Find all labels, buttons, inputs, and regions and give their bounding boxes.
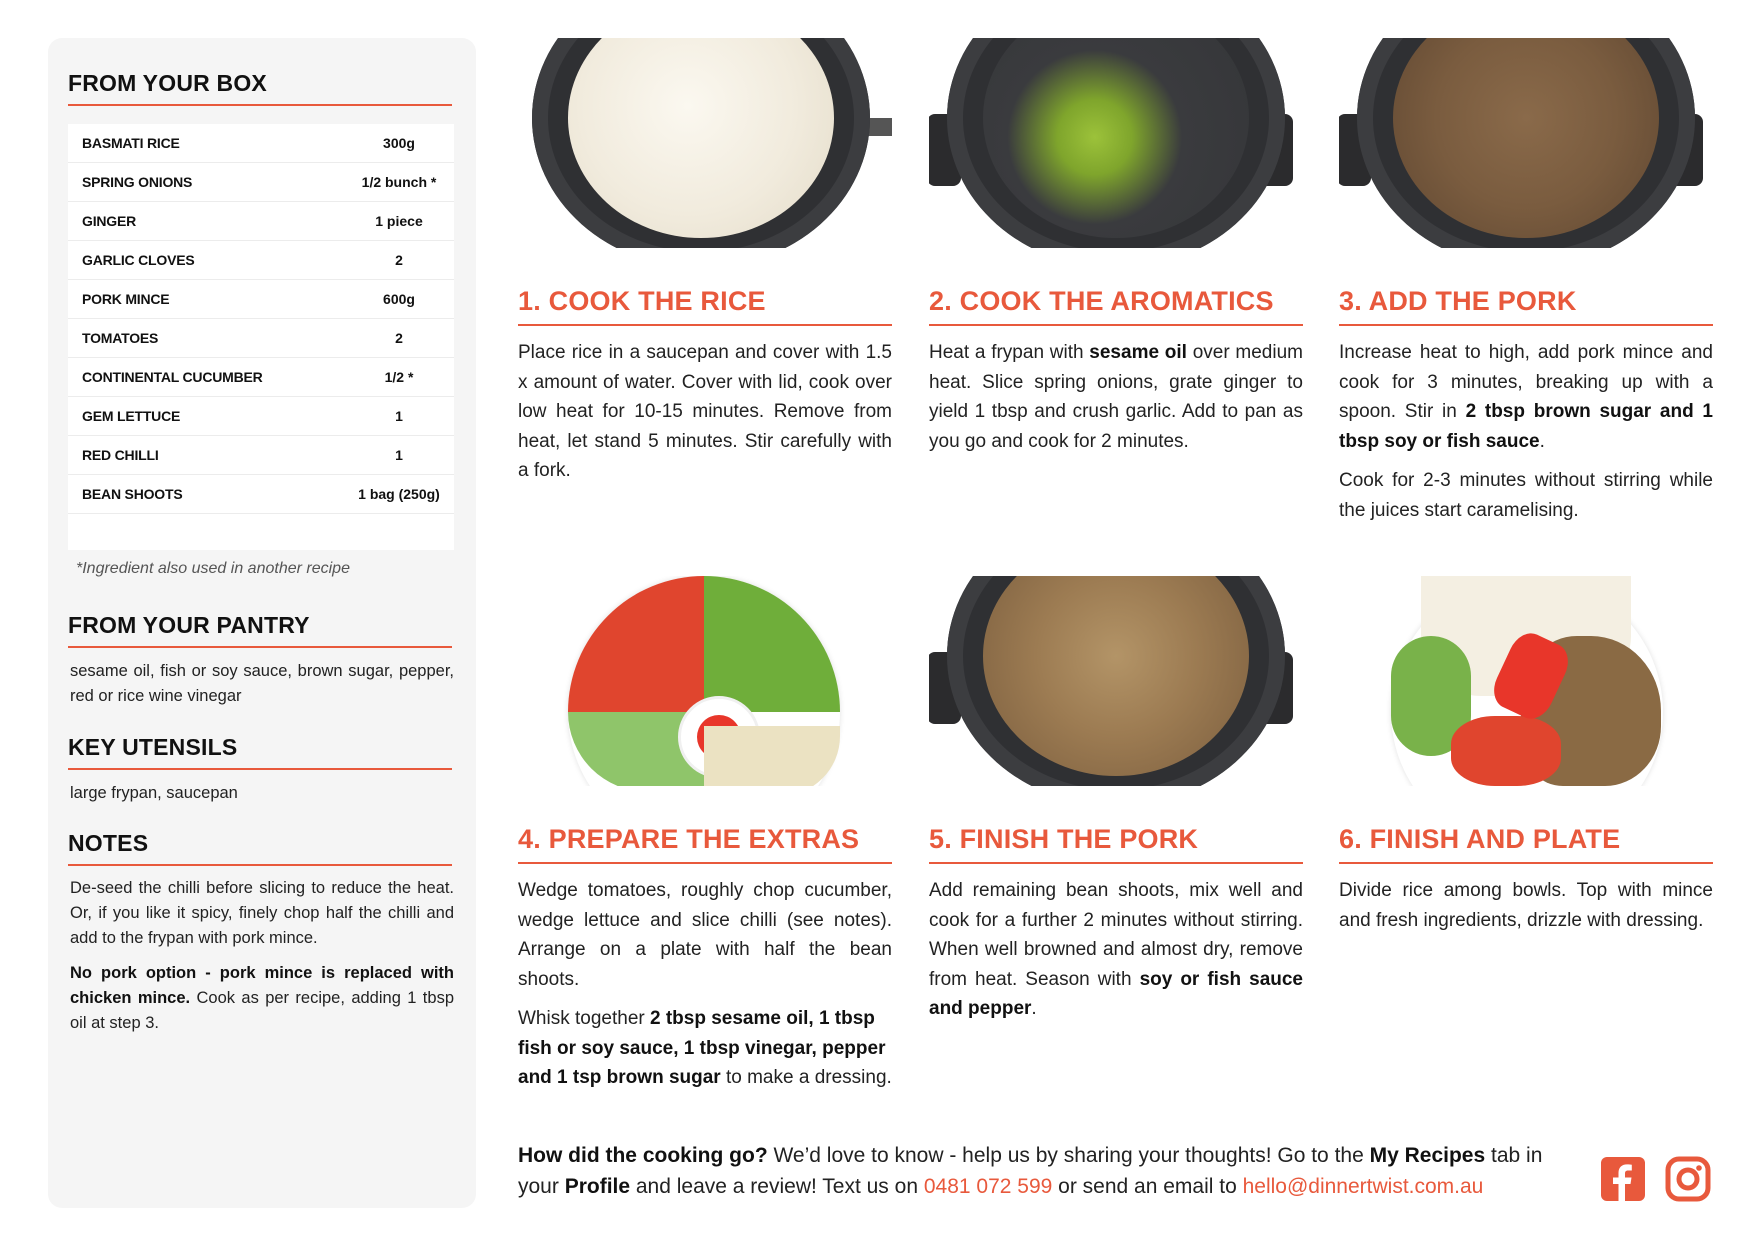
utensils-text	[70, 781, 454, 816]
step-3-body	[1339, 338, 1713, 535]
step-3-text-2: Cook for 2-3 minutes without stirring while the juices start caramelising.	[1339, 470, 1713, 521]
ingredient-qty: 2	[395, 330, 403, 346]
facebook-icon[interactable]	[1600, 1156, 1646, 1202]
step-2-photo	[929, 38, 1303, 248]
notes-rest: Cook as per recipe, adding 1 tbsp oil at step 3.	[70, 989, 454, 1032]
step-3	[1339, 38, 1714, 521]
ingredient-name: GEM LETTUCE	[82, 408, 181, 424]
step-5-text: Add remaining bean shoots, mix well and cook for a further 2 minutes without stirring. When well browned and almost dry, remove from heat. Season with soy or fish sauce and pepper.	[929, 880, 1304, 1019]
utensils-title: KEY UTENSILS	[68, 734, 452, 770]
step-6-text: Divide rice among bowls. Top with mince and fresh ingredients, drizzle with dressing.	[1339, 880, 1713, 931]
ingredient-footnote: *Ingredient also used in another recipe	[76, 560, 350, 577]
phone-link[interactable]: 0481 072 599	[923, 1175, 1053, 1198]
ingredient-name: TOMATOES	[82, 330, 159, 346]
step-2-text: Heat a frypan with sesame oil over medium heat. Slice spring onions, grate ginger to yield 1 tbsp and crush garlic. Add to pan as you go and cook for 2 minutes.	[929, 342, 1303, 452]
ingredient-qty: 300g	[383, 135, 415, 151]
step-6-photo	[1339, 576, 1713, 786]
step-1	[518, 38, 892, 481]
from-box-title: FROM YOUR BOX	[68, 70, 452, 106]
pantry-text	[70, 659, 454, 719]
notes-text	[70, 876, 454, 1046]
ingredient-name: RED CHILLI	[82, 447, 159, 463]
ingredient-row	[68, 163, 454, 202]
ingredient-name: SPRING ONIONS	[82, 174, 193, 190]
step-5-body	[929, 876, 1303, 1034]
ingredient-qty: 1/2 bunch *	[361, 174, 437, 190]
step-1-title: 1. COOK THE RICE	[518, 286, 892, 326]
ingredient-qty: 1	[395, 447, 403, 463]
ingredient-row	[68, 124, 454, 163]
ingredient-qty: 1	[395, 408, 403, 424]
ingredient-qty: 1 bag (250g)	[358, 486, 440, 502]
ingredient-row	[68, 202, 454, 241]
my-recipes-link[interactable]: My Recipes	[1369, 1144, 1486, 1167]
step-3-text: Increase heat to high, add pork mince and cook for 3 minutes, breaking up with a spoon. Stir in 2 tbsp brown sugar and 1 tbsp soy or fish sauce.	[1339, 342, 1714, 452]
feedback-footer: How did the cooking go? We’d love to know - help us by sharing your thoughts! Go to the My Recipes tab in your Profile and leave a review! Text us on 0481 072 599 or send an email to hello@dinnertwist.com.au	[518, 1144, 1543, 1198]
ingredient-name: PORK MINCE	[82, 291, 170, 307]
ingredient-name: CONTINENTAL CUCUMBER	[82, 369, 263, 385]
step-6-body	[1339, 876, 1713, 945]
ingredient-row	[68, 358, 454, 397]
notes-bold: No pork option - pork mince is replaced with chicken mince.	[70, 964, 454, 1007]
ingredient-row	[68, 397, 454, 436]
notes-paragraph	[70, 961, 454, 1036]
profile-link[interactable]: Profile	[564, 1175, 631, 1198]
ingredient-qty: 2	[395, 252, 403, 268]
step-6-title: 6. FINISH AND PLATE	[1339, 824, 1713, 864]
ingredient-qty: 1 piece	[375, 213, 423, 229]
step-1-body	[518, 338, 892, 496]
step-1-photo	[518, 38, 892, 248]
step-5-title: 5. FINISH THE PORK	[929, 824, 1303, 864]
sidebar-panel	[48, 38, 476, 1208]
step-6	[1339, 576, 1713, 1076]
step-4-title: 4. PREPARE THE EXTRAS	[518, 824, 892, 864]
step-5-photo	[929, 576, 1303, 786]
ingredient-row	[68, 436, 454, 475]
email-link[interactable]: hello@dinnertwist.com.au	[1242, 1175, 1484, 1198]
step-4	[518, 576, 892, 1088]
utensils-items: large frypan, saucepan	[70, 784, 238, 802]
step-1-text: Place rice in a saucepan and cover with 1.5 x amount of water. Cover with lid, cook over low heat for 10-15 minutes. Remove from heat, let stand 5 minutes. Stir carefully with a fork.	[518, 342, 892, 481]
ingredient-row	[68, 280, 454, 319]
ingredient-row	[68, 241, 454, 280]
ingredient-qty: 600g	[383, 291, 415, 307]
ingredient-name: BEAN SHOOTS	[82, 486, 183, 502]
ingredient-row	[68, 475, 454, 514]
pantry-title: FROM YOUR PANTRY	[68, 612, 452, 648]
notes-paragraph: De-seed the chilli before slicing to reduce the heat. Or, if you like it spicy, finely chop half the chilli and add to the frypan with pork mince.	[70, 879, 454, 947]
ingredient-row	[68, 319, 454, 358]
instagram-icon[interactable]	[1665, 1156, 1711, 1202]
step-4-body	[518, 876, 892, 1103]
ingredient-name: GINGER	[82, 213, 137, 229]
step-3-photo	[1339, 38, 1713, 248]
ingredient-qty: 1/2 *	[384, 369, 414, 385]
step-4-photo	[518, 576, 892, 786]
step-4-text: Wedge tomatoes, roughly chop cucumber, wedge lettuce and slice chilli (see notes). Arrange on a plate with half the bean shoots.	[518, 880, 892, 990]
feedback-question: How did the cooking go?	[518, 1144, 768, 1167]
step-2-body	[929, 338, 1303, 466]
ingredient-name: BASMATI RICE	[82, 135, 180, 151]
step-5	[929, 576, 1303, 1076]
ingredients-table	[68, 124, 454, 550]
notes-title: NOTES	[68, 830, 452, 866]
step-4-text-2: Whisk together 2 tbsp sesame oil, 1 tbsp fish or soy sauce, 1 tbsp vinegar, pepper and 1 tsp brown sugar to make a dressing.	[518, 1008, 892, 1088]
step-2	[929, 38, 1303, 478]
step-3-title: 3. ADD THE PORK	[1339, 286, 1713, 326]
step-2-title: 2. COOK THE AROMATICS	[929, 286, 1303, 326]
pantry-items: sesame oil, fish or soy sauce, brown sugar, pepper, red or rice wine vinegar	[70, 662, 454, 705]
ingredient-name: GARLIC CLOVES	[82, 252, 195, 268]
